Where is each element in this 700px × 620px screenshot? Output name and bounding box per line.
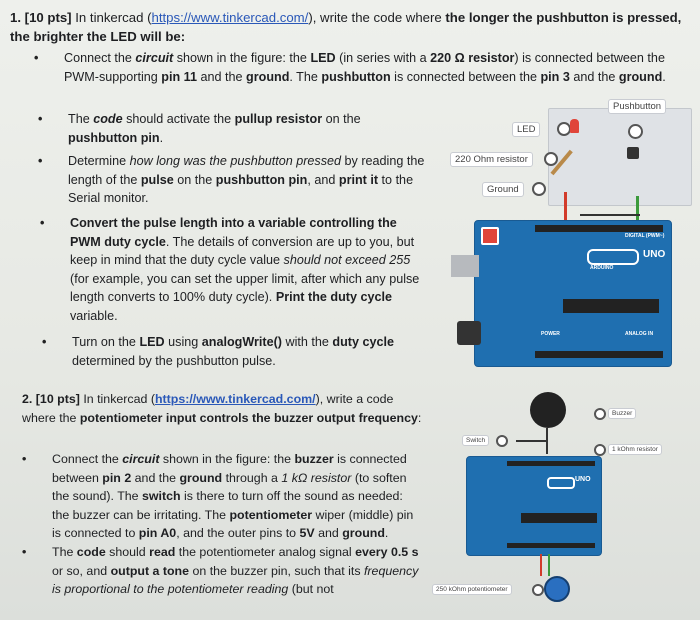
digital-header-2	[507, 461, 595, 466]
arduino-board-1	[474, 220, 672, 367]
q1-bullet-1: • Connect the circuit shown in the figure: the LED (in series with a 220 Ω resistor) is connected between the PWM-supporting pin 11 and the ground. The pushbutton is connected between the pin 3 and the ground.	[64, 49, 689, 86]
label-ground: Ground	[482, 182, 524, 197]
q1-bullet-3: • Determine how long was the pushbutton pressed by reading the length of the pulse on the pushbutton pin, and print it to the Serial monitor.	[68, 152, 434, 208]
switch-icon	[496, 435, 508, 447]
q1-bullet-2: • The code should activate the pullup resistor on the pushbutton pin.	[68, 110, 430, 147]
power-analog-header-2	[507, 543, 595, 548]
arduino-board-2	[466, 456, 602, 556]
pot-connector-icon	[532, 584, 544, 596]
label-pushbutton: Pushbutton	[608, 99, 666, 114]
q1-intro-end: ), write the code where	[308, 10, 442, 25]
q1-points: [10 pts]	[24, 10, 72, 25]
wire-green-2	[548, 554, 550, 576]
q2-bullet-1: • Connect the circuit shown in the figure: the buzzer is connected between pin 2 and the ground through a 1 kΩ resistor (to soften the sound). The switch is there to turn off the sound as needed: the buzzer can be irritating. The potentiometer wiper (middle) pin is connected to pin A0, and the outer pins to 5V and ground.	[52, 450, 420, 543]
brand-label: ARDUINO	[590, 265, 614, 271]
q1-emphasis: the longer the pushbutton is pressed, the brighter the LED will be:	[10, 10, 682, 44]
q2-heading: 2. [10 pts] In tinkercad (https://www.tinkercad.com/), write a code where the potentiometer input controls the buzzer output frequency:	[22, 392, 422, 425]
label-buzzer: Buzzer	[608, 408, 636, 419]
microcontroller-chip	[563, 299, 659, 313]
label-resistor-2: 1 kOhm resistor	[608, 444, 662, 455]
q1-number: 1.	[10, 10, 21, 25]
q1-intro: In tinkercad (	[75, 10, 152, 25]
reset-button-icon	[481, 227, 499, 245]
wire-red-2	[540, 554, 542, 576]
power-label: POWER	[541, 331, 560, 337]
arduino-logo-icon	[587, 249, 639, 265]
resistor-connector-icon-2	[594, 444, 606, 456]
figure-1-circuit	[440, 92, 696, 372]
pushbutton-body-icon	[627, 147, 639, 159]
label-resistor: 220 Ohm resistor	[450, 152, 533, 167]
wire-ground	[580, 214, 640, 216]
pushbutton-icon	[628, 124, 643, 139]
digital-header	[535, 225, 663, 232]
switch-wire	[516, 440, 548, 442]
arduino-logo-icon-2	[547, 477, 575, 489]
buzzer-icon	[530, 392, 566, 428]
label-led: LED	[512, 122, 540, 137]
figure-2-circuit	[428, 388, 696, 612]
q2-bullet-2: • The code should read the potentiometer analog signal every 0.5 s or so, and output a tone on the buzzer pin, such that its frequency is proportional to the potentiometer reading (but not	[52, 543, 420, 599]
q1-bullet-4: • Convert the pulse length into a variable controlling the PWM duty cycle. The details of conversion are up to you, but keep in mind that the duty cycle value should not exceed 255 (for example, you can set the upper limit, after which any pulse length converts to 100% duty cycle). Print the duty cycle variable.	[70, 214, 430, 326]
q2-tinkercad-link[interactable]: https://www.tinkercad.com/	[154, 392, 316, 406]
q1-bullet-5: • Turn on the LED using analogWrite() with the duty cycle determined by the pushbutton pulse.	[72, 333, 432, 370]
analog-label: ANALOG IN	[625, 331, 654, 337]
usb-port	[451, 255, 479, 277]
buzzer-connector-icon	[594, 408, 606, 420]
power-jack	[457, 321, 481, 345]
power-analog-header	[535, 351, 663, 358]
label-switch: Switch	[462, 435, 489, 446]
resistor-connector-icon	[544, 152, 558, 166]
ground-connector-icon	[532, 182, 546, 196]
q1-tinkercad-link[interactable]: https://www.tinkercad.com/	[151, 10, 309, 25]
digital-label: DIGITAL (PWM~)	[625, 233, 665, 239]
uno-logo-text: UNO	[643, 249, 666, 260]
potentiometer-icon	[544, 576, 570, 602]
microcontroller-chip-2	[521, 513, 597, 523]
led-icon	[570, 119, 579, 133]
led-connector-icon	[557, 122, 571, 136]
label-potentiometer: 250 kOhm potentiometer	[432, 584, 512, 595]
q1-heading	[10, 8, 695, 46]
uno-logo-text-2: UNO	[575, 476, 591, 483]
